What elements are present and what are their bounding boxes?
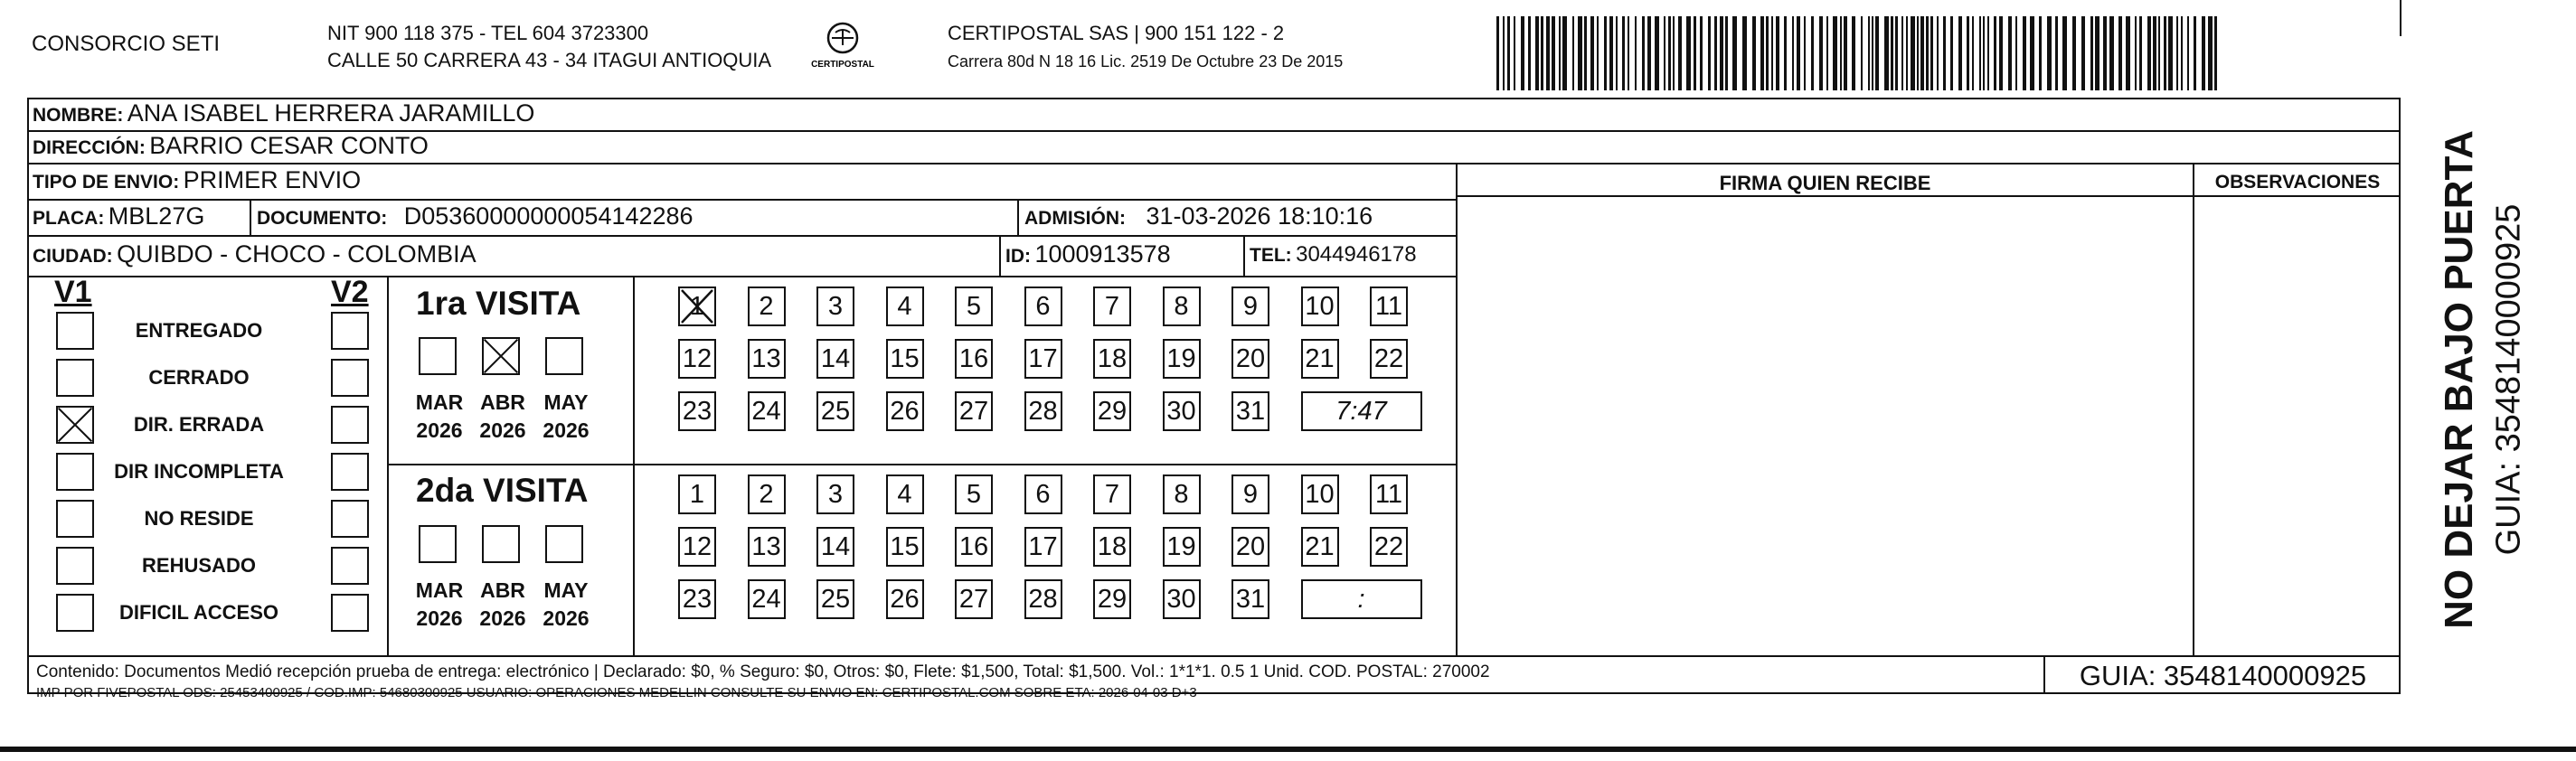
barcode-bar [1943,16,1946,90]
barcode-bar [1528,16,1531,90]
day-box-6[interactable]: 6 [1024,474,1062,514]
day-box-8[interactable]: 8 [1163,474,1201,514]
direccion-row [33,132,429,160]
admision-label: ADMISIÓN: [1024,208,1126,229]
tel-label: TEL: [1250,245,1292,266]
ciudad-field [33,240,477,268]
day-box-30[interactable]: 30 [1163,579,1201,619]
month-name: ABR [480,390,525,414]
day-box-6[interactable]: 6 [1024,287,1062,326]
barcode-bar [2072,16,2076,90]
day-box-21[interactable]: 21 [1301,527,1339,567]
barcode-bar [1628,16,1629,90]
barcode-bar [1937,16,1939,90]
visita1-title: 1ra VISITA [416,285,581,322]
month-year: 2026 [416,606,463,630]
v2-checkbox-no-reside[interactable] [331,500,369,538]
admision-field [1024,202,1373,230]
v2-checkbox-dificil-acceso[interactable] [331,594,369,632]
barcode-bar [1514,16,1515,90]
barcode-bar [1590,16,1594,90]
barcode-bar [1868,16,1870,90]
v2-checkbox-dir-errada[interactable] [331,406,369,444]
barcode-bar [1884,16,1889,90]
month-label [475,389,531,445]
barcode-bar [2062,16,2067,90]
barcode-bar [1552,16,1555,90]
barcode-bar [1840,16,1842,90]
contenido-text: Contenido: Documentos Medió recepción prueba de entrega: electrónico | Declarado: $0, % Seguro: $0, Otros: $0, Flete: $1,500, Total: $1,500. Vol.: 1*1*1. 0.5 1 Unid. COD. POSTAL: 270002 [36,662,1490,681]
barcode-bar [1752,16,1756,90]
month-checkbox-may[interactable] [545,525,583,563]
day-box-2[interactable]: 2 [748,474,786,514]
day-box-25[interactable]: 25 [816,579,854,619]
barcode-bar [2015,16,2017,90]
day-box-19[interactable]: 19 [1163,527,1201,567]
barcode-bar [1664,16,1665,90]
barcode-bar [1906,16,1908,90]
v2-checkbox-cerrado[interactable] [331,359,369,397]
barcode-bar [1797,16,1800,90]
barcode-bar [1930,16,1933,90]
barcode-bar [1804,16,1806,90]
barcode-bar [2181,16,2183,90]
month-label [538,577,594,633]
barcode-bar [1901,16,1903,90]
placa-label: PLACA: [33,208,105,229]
day-box-5[interactable]: 5 [955,287,993,326]
day-box-10[interactable]: 10 [1301,287,1339,326]
month-checkbox-may[interactable] [545,337,583,375]
barcode-bar [2208,16,2213,90]
documento-label: DOCUMENTO: [257,208,388,229]
month-checkbox-abr[interactable] [482,337,520,375]
day-box-16[interactable]: 16 [955,527,993,567]
status-label: REHUSADO [142,554,256,577]
month-year: 2026 [479,418,526,442]
v1-checkbox-no-reside[interactable] [56,500,94,538]
month-label [538,389,594,445]
nombre-label: NOMBRE: [33,105,124,126]
barcode-bar [2135,16,2137,90]
barcode-bar [1635,16,1637,90]
v2-checkbox-rehusado[interactable] [331,547,369,585]
barcode-bar [1861,16,1863,90]
month-checkbox-mar[interactable] [419,525,457,563]
barcode-bar [2214,16,2217,90]
barcode-bar [2047,16,2052,90]
barcode-bar [1720,16,1723,90]
day-box-20[interactable]: 20 [1231,527,1269,567]
day-box-26[interactable]: 26 [886,391,924,431]
barcode-bar [2030,16,2034,90]
barcode-bar [1647,16,1651,90]
barcode-bar [2095,16,2099,90]
tel-field [1250,242,1417,268]
day-box-11[interactable]: 11 [1370,287,1408,326]
status-label: DIR INCOMPLETA [114,460,284,483]
barcode-bar [1673,16,1675,90]
time-box[interactable]: 7:47 [1301,391,1422,431]
id-value: 1000913578 [1034,240,1171,268]
barcode-bar [2109,16,2114,90]
barcode-bar [1766,16,1769,90]
carrier-line: CERTIPOSTAL SAS | 900 151 122 - 2 [948,22,1285,44]
barcode-bar [1994,16,1996,90]
day-box-17[interactable]: 17 [1024,339,1062,379]
barcode-bar [1844,16,1847,90]
barcode-bar [1776,16,1779,90]
month-year: 2026 [543,606,590,630]
day-box-28[interactable]: 28 [1024,391,1062,431]
v1-checkbox-cerrado[interactable] [56,359,94,397]
status-label: ENTREGADO [135,319,263,342]
status-label: DIFICIL ACCESO [118,601,278,624]
day-box-15[interactable]: 15 [886,527,924,567]
day-box-8[interactable]: 8 [1163,287,1201,326]
barcode-bar [1771,16,1773,90]
barcode-bar [1872,16,1873,90]
month-label [411,577,467,633]
nit-line: NIT 900 118 375 - TEL 604 3723300 [327,22,649,44]
barcode-bar [1694,16,1696,90]
month-year: 2026 [543,418,590,442]
barcode [1496,16,2224,90]
barcode-bar [1609,16,1613,90]
barcode-bar [2039,16,2042,90]
day-box-5[interactable]: 5 [955,474,993,514]
barcode-bar [1521,16,1524,90]
day-box-31[interactable]: 31 [1231,579,1269,619]
barcode-bar [1503,16,1505,90]
barcode-bar [1958,16,1962,90]
barcode-bar [1742,16,1747,90]
barcode-bar [2187,16,2189,90]
barcode-bar [2103,16,2107,90]
barcode-bar [1597,16,1599,90]
v1-checkbox-dir-incompleta[interactable] [56,453,94,491]
month-checkbox-mar[interactable] [419,337,457,375]
barcode-bar [1584,16,1587,90]
tipo-row [33,166,361,194]
status-label: CERRADO [148,366,250,389]
barcode-bar [1496,16,1499,90]
ciudad-label: CIUDAD: [33,246,113,267]
barcode-bar [2147,16,2151,90]
barcode-bar [1784,16,1787,90]
barcode-bar [1668,16,1671,90]
barcode-bar [1979,16,1981,90]
documento-field [257,202,694,230]
month-name: MAY [543,578,589,602]
imp-text: IMP POR FIVEPOSTAL ODS: 25453400925 / COD.IMP: 54680300925 USUARIO: OPERACIONES MEDELLIN CONSULTE SU ENVIO EN: CERTIPOSTAL.COM SOBRE ETA: 2026-04-03 D+3 [36,685,1197,700]
barcode-bar [1541,16,1543,90]
barcode-bar [2164,16,2166,90]
placa-value: MBL27G [108,202,205,230]
day-box-27[interactable]: 27 [955,579,993,619]
address-line: CALLE 50 CARRERA 43 - 34 ITAGUI ANTIOQUIA [327,49,772,71]
day-box-23[interactable]: 23 [678,579,716,619]
day-box-4[interactable]: 4 [886,474,924,514]
day-box-20[interactable]: 20 [1231,339,1269,379]
barcode-bar [1833,16,1837,90]
day-box-13[interactable]: 13 [748,339,786,379]
day-box-10[interactable]: 10 [1301,474,1339,514]
day-box-22[interactable]: 22 [1370,339,1408,379]
status-label: NO RESIDE [144,507,254,530]
barcode-bar [1604,16,1607,90]
day-box-7[interactable]: 7 [1093,474,1131,514]
barcode-bar [1826,16,1828,90]
day-box-18[interactable]: 18 [1093,339,1131,379]
barcode-bar [1562,16,1567,90]
month-label [411,389,467,445]
barcode-bar [1852,16,1855,90]
visita2-title: 2da VISITA [416,472,589,509]
day-box-28[interactable]: 28 [1024,579,1062,619]
barcode-bar [1622,16,1625,90]
barcode-bar [1911,16,1915,90]
barcode-bar [1895,16,1898,90]
day-box-27[interactable]: 27 [955,391,993,431]
day-box-12[interactable]: 12 [678,339,716,379]
v1-checkbox-dir-errada[interactable] [56,406,94,444]
barcode-bar [2194,16,2196,90]
day-box-12[interactable]: 12 [678,527,716,567]
barcode-bar [2176,16,2178,90]
barcode-bar [1792,16,1794,90]
barcode-bar [1686,16,1691,90]
day-box-1[interactable] [678,287,716,326]
license-line: Carrera 80d N 18 16 Lic. 2519 De Octubre 23 De 2015 [948,52,1344,70]
company-name: CONSORCIO SETI [32,32,221,56]
barcode-bar [1572,16,1574,90]
day-box-9[interactable]: 9 [1231,474,1269,514]
tel-value: 3044946178 [1296,242,1417,267]
id-label: ID: [1005,246,1031,267]
barcode-bar [1655,16,1659,90]
ciudad-value: QUIBDO - CHOCO - COLOMBIA [117,240,477,268]
v2-checkbox-dir-incompleta[interactable] [331,453,369,491]
barcode-bar [1732,16,1737,90]
day-box-19[interactable]: 19 [1163,339,1201,379]
barcode-bar [1917,16,1919,90]
day-box-24[interactable]: 24 [748,579,786,619]
side-guia: GUIA: 3548140000925 [2489,203,2528,556]
day-box-25[interactable]: 25 [816,391,854,431]
barcode-bar [2055,16,2058,90]
month-name: MAR [415,578,464,602]
day-box-26[interactable]: 26 [886,579,924,619]
month-label [475,577,531,633]
barcode-bar [1920,16,1924,90]
barcode-bar [1714,16,1717,90]
day-box-22[interactable]: 22 [1370,527,1408,567]
nombre-value: ANA ISABEL HERRERA JARAMILLO [127,99,535,127]
month-checkbox-abr[interactable] [482,525,520,563]
barcode-bar [1725,16,1728,90]
day-box-29[interactable]: 29 [1093,579,1131,619]
barcode-bar [2008,16,2012,90]
barcode-bar [2126,16,2130,90]
v2-label: V2 [331,275,369,309]
day-box-30[interactable]: 30 [1163,391,1201,431]
barcode-bar [1987,16,1989,90]
guia-box: GUIA: 3548140000925 [2079,660,2367,691]
day-box-3[interactable]: 3 [816,474,854,514]
barcode-bar [1616,16,1618,90]
placa-field [33,202,204,230]
barcode-bar [1999,16,2003,90]
barcode-bar [1578,16,1582,90]
bottom-rule [0,747,2576,752]
documento-value: D05360000000054142286 [403,202,694,230]
day-box-23[interactable]: 23 [678,391,716,431]
barcode-bar [1708,16,1711,90]
barcode-bar [1811,16,1814,90]
v1-label: V1 [54,275,92,309]
v1-checkbox-dificil-acceso[interactable] [56,594,94,632]
time-box[interactable]: : [1301,579,1422,619]
day-box-14[interactable]: 14 [816,339,854,379]
observaciones-header: OBSERVACIONES [2214,172,2381,193]
day-box-15[interactable]: 15 [886,339,924,379]
barcode-bar [1926,16,1929,90]
day-box-3[interactable]: 3 [816,287,854,326]
barcode-bar [1700,16,1703,90]
day-box-21[interactable]: 21 [1301,339,1339,379]
day-box-17[interactable]: 17 [1024,527,1062,567]
barcode-bar [2139,16,2142,90]
side-warning: NO DEJAR BAJO PUERTA [2437,130,2481,629]
month-name: MAR [415,390,464,414]
day-box-4[interactable]: 4 [886,287,924,326]
barcode-bar [1535,16,1539,90]
barcode-bar [1760,16,1764,90]
day-box-1[interactable]: 1 [678,474,716,514]
barcode-bar [1875,16,1879,90]
status-label: DIR. ERRADA [133,413,265,436]
barcode-bar [1983,16,1985,90]
barcode-bar [2168,16,2173,90]
barcode-bar [1819,16,1823,90]
tipo-value: PRIMER ENVIO [183,166,362,193]
day-number: 1 [689,292,705,321]
nombre-row [33,99,534,127]
month-year: 2026 [479,606,526,630]
barcode-bar [2202,16,2205,90]
day-box-9[interactable]: 9 [1231,287,1269,326]
day-box-29[interactable]: 29 [1093,391,1131,431]
barcode-bar [2023,16,2026,90]
id-field [1005,240,1171,268]
admision-value: 31-03-2026 18:10:16 [1146,202,1373,230]
barcode-bar [1891,16,1893,90]
barcode-bar [1546,16,1550,90]
barcode-bar [1507,16,1510,90]
barcode-bar [1967,16,1969,90]
day-box-18[interactable]: 18 [1093,527,1131,567]
day-box-13[interactable]: 13 [748,527,786,567]
month-name: ABR [480,578,525,602]
day-box-11[interactable]: 11 [1370,474,1408,514]
barcode-bar [1972,16,1974,90]
month-name: MAY [543,390,589,414]
v2-checkbox-entregado[interactable] [331,312,369,350]
direccion-value: BARRIO CESAR CONTO [149,132,429,159]
barcode-bar [2090,16,2093,90]
month-year: 2026 [416,418,463,442]
barcode-bar [2118,16,2122,90]
firma-header: FIRMA QUIEN RECIBE [1719,172,1931,194]
day-box-31[interactable]: 31 [1231,391,1269,431]
direccion-label: DIRECCIÓN: [33,137,146,158]
barcode-bar [1559,16,1561,90]
v1-checkbox-entregado[interactable] [56,312,94,350]
barcode-bar [1642,16,1645,90]
barcode-bar [2158,16,2160,90]
day-box-2[interactable]: 2 [748,287,786,326]
day-box-7[interactable]: 7 [1093,287,1131,326]
day-box-14[interactable]: 14 [816,527,854,567]
barcode-bar [1950,16,1953,90]
logo-text: CERTIPOSTAL [811,60,874,70]
tipo-label: TIPO DE ENVIO: [33,172,180,193]
day-box-24[interactable]: 24 [748,391,786,431]
barcode-bar [2153,16,2156,90]
barcode-bar [1678,16,1682,90]
barcode-bar [2081,16,2085,90]
v1-checkbox-rehusado[interactable] [56,547,94,585]
day-box-16[interactable]: 16 [955,339,993,379]
certipostal-logo [811,20,874,76]
